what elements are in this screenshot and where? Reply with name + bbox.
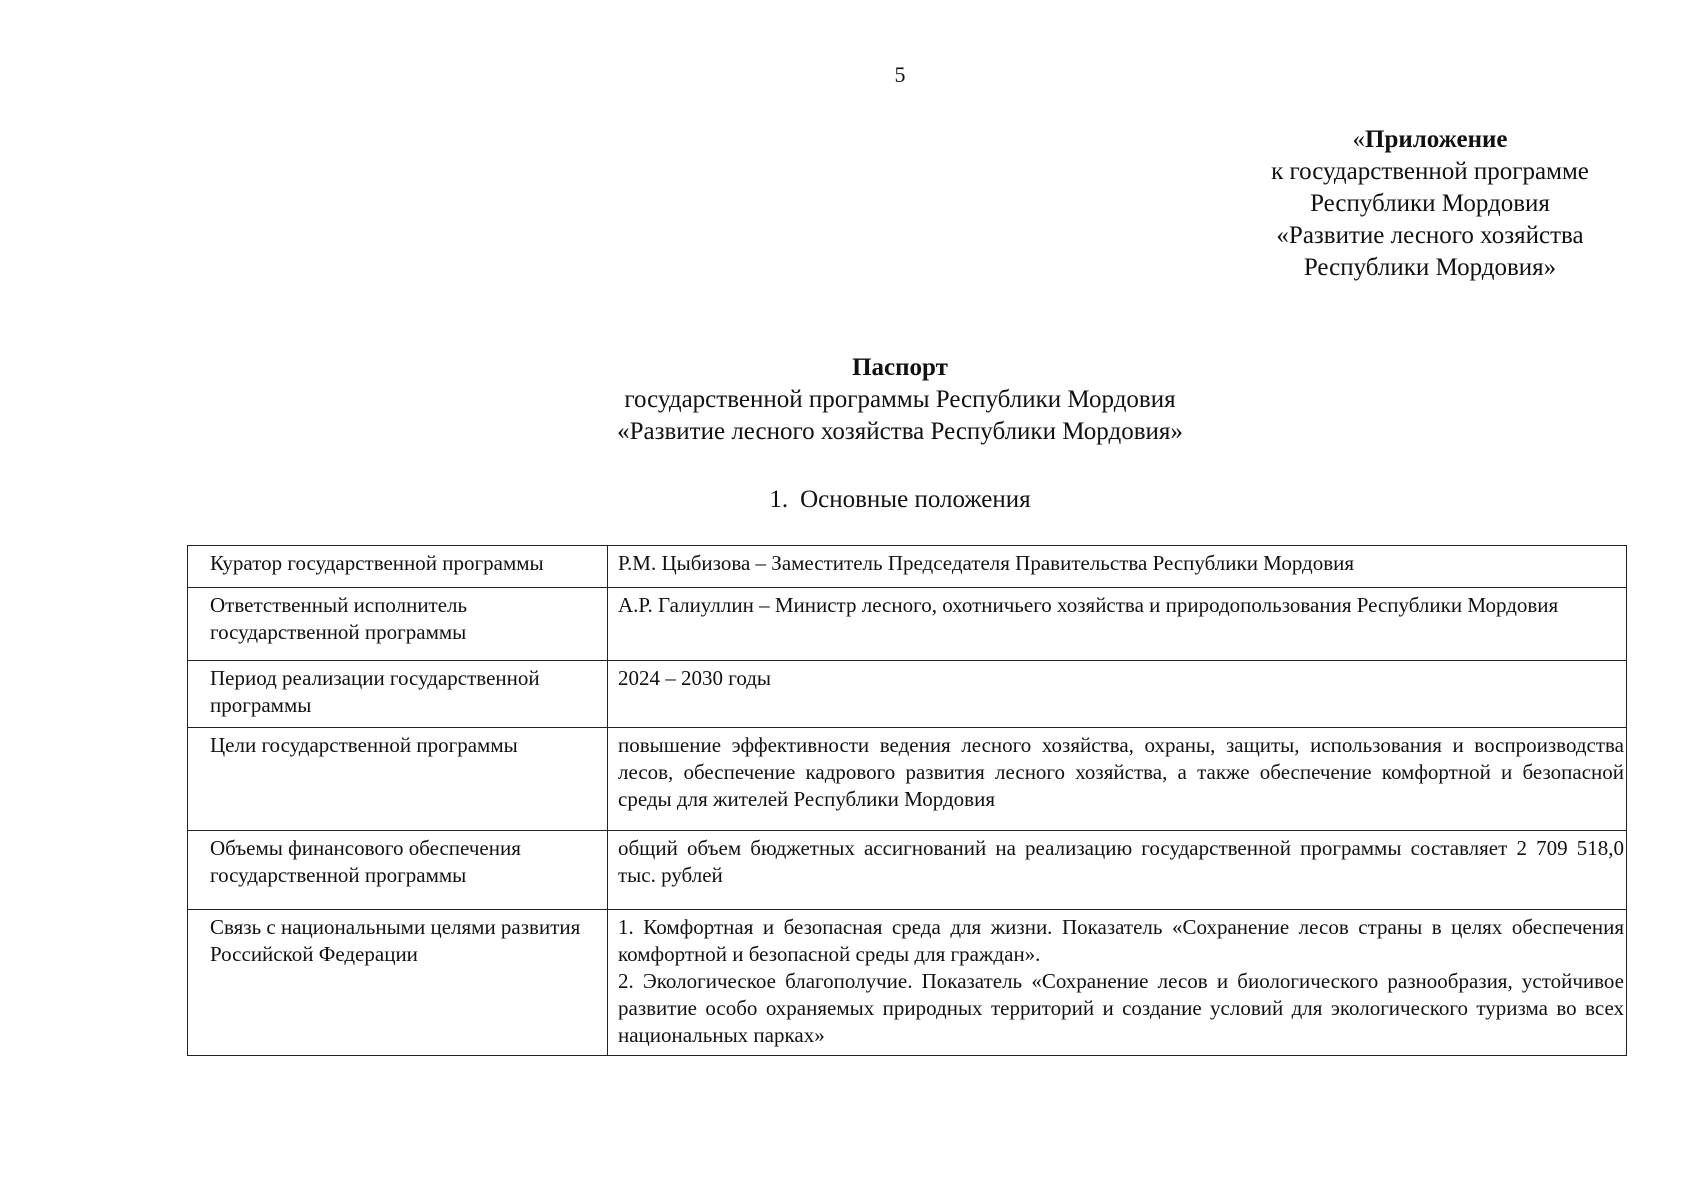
table-row (188, 661, 1627, 728)
value-paragraph: Р.М. Цыбизова – Заместитель Председателя Правительства Республики Мордовия (618, 551, 1355, 575)
section-number: 1. (769, 486, 789, 513)
appendix-line-2: Республики Мордовия (1310, 190, 1550, 217)
value-paragraph: 2. Экологическое благополучие. Показатель «Сохранение лесов и биологического разнообразия, устойчивое развитие особо охраняемых природных территорий и создание условий для экологического туризма во всех национальных парках» (618, 969, 1624, 1047)
row-label-curator: Куратор государственной программы (188, 546, 608, 588)
appendix-line-3: «Развитие лесного хозяйства (1276, 222, 1584, 249)
appendix-title: Приложение (1365, 126, 1508, 153)
table-row (188, 546, 1627, 588)
passport-subtitle-2: «Развитие лесного хозяйства Республики Мордовия» (617, 418, 1183, 445)
row-label-responsible: Ответственный исполнитель государственной программы (188, 588, 608, 661)
value-paragraph: общий объем бюджетных ассигнований на реализацию государственной программы составляет 2 709 518,0 тыс. рублей (618, 836, 1624, 887)
appendix-block (1230, 124, 1630, 284)
passport-heading (400, 352, 1400, 448)
value-paragraph: 2024 – 2030 годы (618, 666, 772, 690)
table-row (188, 588, 1627, 661)
section-title: Основные положения (800, 486, 1031, 513)
passport-table (187, 545, 1627, 1056)
row-label-goals: Цели государственной программы (188, 728, 608, 831)
value-paragraph: 1. Комфортная и безопасная среда для жизни. Показатель «Сохранение лесов страны в целях обеспечения комфортной и безопасной среды для граждан». (618, 915, 1624, 966)
row-value-goals (608, 728, 1627, 831)
appendix-line-1: к государственной программе (1271, 158, 1589, 185)
section-heading (400, 484, 1400, 516)
table-row (188, 910, 1627, 1056)
appendix-open-quote: « (1352, 126, 1366, 153)
row-value-period (608, 661, 1627, 728)
appendix-title-line (1230, 124, 1630, 156)
row-label-funding: Объемы финансового обеспечения государственной программы (188, 831, 608, 910)
row-label-period: Период реализации государственной программы (188, 661, 608, 728)
row-value-curator (608, 546, 1627, 588)
table-row (188, 831, 1627, 910)
row-value-responsible (608, 588, 1627, 661)
row-value-national-goals (608, 910, 1627, 1056)
passport-subtitle-1: государственной программы Республики Мордовия (624, 386, 1176, 413)
row-value-funding (608, 831, 1627, 910)
value-paragraph: повышение эффективности ведения лесного хозяйства, охраны, защиты, использования и воспроизводства лесов, обеспечение кадрового развития лесного хозяйства, а также обеспечение комфортной и безопасной среды для жителей Республики Мордовия (618, 733, 1624, 811)
page-number: 5 (894, 62, 906, 87)
passport-title: Паспорт (852, 354, 948, 381)
row-label-national-goals: Связь с национальными целями развития Российской Федерации (188, 910, 608, 1056)
appendix-line-4: Республики Мордовия» (1303, 254, 1557, 281)
table-row (188, 728, 1627, 831)
value-paragraph: А.Р. Галиуллин – Министр лесного, охотничьего хозяйства и природопользования Республики Мордовия (618, 593, 1559, 617)
